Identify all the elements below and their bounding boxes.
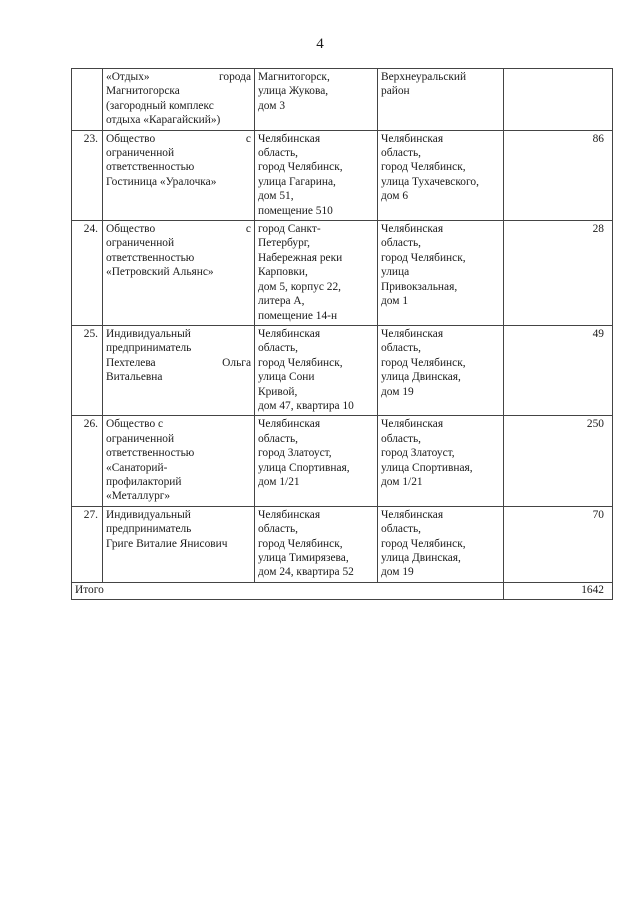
cell-line: город Челябинск, (258, 356, 343, 369)
cell-line: Общество с (106, 132, 251, 145)
cell-line: дом 19 (381, 566, 414, 579)
cell-line: город Челябинск, (258, 537, 343, 550)
cell-line: район (381, 85, 410, 98)
row-number: 26. (72, 416, 103, 506)
legal-address (255, 416, 378, 506)
cell-line: ответственностью (106, 251, 195, 264)
cell-line: город Челябинск, (381, 251, 466, 264)
cell-line: дом 1 (381, 295, 409, 308)
cell-line: улица Жукова, (258, 85, 329, 98)
cell-line: помещение 14-н (258, 309, 338, 322)
cell-line: Челябинская (381, 508, 444, 521)
quantity (504, 69, 613, 131)
actual-address (378, 416, 504, 506)
total-qty: 1642 (504, 582, 613, 599)
cell-line: город Челябинск, (381, 537, 466, 550)
actual-address (378, 130, 504, 220)
row-number: 27. (72, 506, 103, 582)
cell-line: литера А, (258, 295, 305, 308)
legal-address (255, 506, 378, 582)
cell-line: дом 19 (381, 385, 414, 398)
cell-line: ответственностью (106, 447, 195, 460)
table-row (72, 325, 613, 415)
organization-name (103, 221, 255, 326)
cell-line: город Челябинск, (381, 161, 466, 174)
cell-line: Челябинская (381, 327, 444, 340)
organization-name (103, 69, 255, 131)
cell-line: область, (258, 432, 299, 445)
table-row (72, 69, 613, 131)
cell-line: Верхнеуральский (381, 71, 467, 83)
actual-address (378, 69, 504, 131)
table-row (72, 130, 613, 220)
cell-line: Челябинская (381, 132, 444, 145)
row-number: 25. (72, 325, 103, 415)
cell-line: город Челябинск, (258, 161, 343, 174)
cell-line: ограниченной (106, 432, 175, 445)
cell-line: дом 47, квартира 10 (258, 399, 354, 412)
row-number (72, 69, 103, 131)
cell-line: улица Двинская, (381, 552, 461, 564)
cell-line: улица (381, 266, 410, 279)
cell-line: область, (381, 147, 422, 160)
cell-line: Витальевна (106, 371, 163, 384)
table-row (72, 506, 613, 582)
total-label: Итого (72, 582, 504, 599)
organization-name (103, 416, 255, 506)
cell-line: дом 1/21 (258, 475, 300, 488)
cell-line: область, (381, 523, 422, 536)
cell-line: улица Тухачевского, (381, 175, 479, 188)
cell-line: ограниченной (106, 237, 175, 250)
cell-line: улица Спортивная, (258, 461, 350, 474)
table-body (72, 69, 613, 600)
cell-line: Общество с (106, 418, 164, 431)
organization-name (103, 325, 255, 415)
quantity: 250 (504, 416, 613, 506)
cell-line: «Отдых» города (106, 71, 251, 83)
cell-line: Челябинская (381, 418, 444, 431)
cell-line: помещение 510 (258, 204, 333, 217)
cell-line: город Челябинск, (381, 356, 466, 369)
cell-line: дом 24, квартира 52 (258, 566, 354, 579)
page-number: 4 (316, 36, 324, 52)
legal-address (255, 325, 378, 415)
cell-line: область, (381, 432, 422, 445)
quantity: 49 (504, 325, 613, 415)
organization-name (103, 130, 255, 220)
cell-line: Магнитогорск, (258, 71, 330, 83)
cell-line: Челябинская (258, 508, 321, 521)
cell-line: Пехтелева Ольга (106, 356, 251, 369)
cell-line: область, (381, 342, 422, 355)
cell-line: дом 5, корпус 22, (258, 280, 341, 293)
cell-line: ограниченной (106, 147, 175, 160)
organizations-table (71, 68, 613, 600)
cell-line: предприниматель (106, 523, 192, 536)
quantity: 86 (504, 130, 613, 220)
cell-line: Петербург, (258, 237, 310, 250)
cell-line: Кривой, (258, 385, 298, 398)
cell-line: дом 3 (258, 99, 286, 112)
organization-name (103, 506, 255, 582)
cell-line: улица Гагарина, (258, 175, 336, 188)
cell-line: область, (258, 523, 299, 536)
cell-line: профилакторий (106, 475, 182, 488)
cell-line: дом 51, (258, 190, 294, 203)
quantity: 28 (504, 221, 613, 326)
cell-line: область, (258, 342, 299, 355)
cell-line: Карповки, (258, 266, 308, 279)
actual-address (378, 506, 504, 582)
cell-line: улица Двинская, (381, 371, 461, 384)
cell-line: «Петровский Альянс» (106, 266, 214, 279)
row-number: 24. (72, 221, 103, 326)
cell-line: «Санаторий- (106, 461, 168, 474)
cell-line: предприниматель (106, 342, 192, 355)
cell-line: Индивидуальный (106, 327, 191, 340)
cell-line: Челябинская (258, 418, 321, 431)
legal-address (255, 69, 378, 131)
quantity: 70 (504, 506, 613, 582)
legal-address (255, 221, 378, 326)
total-row (72, 582, 613, 599)
cell-line: «Металлург» (106, 490, 171, 503)
cell-line: область, (258, 147, 299, 160)
cell-line: Магнитогорска (106, 85, 180, 98)
table-row (72, 221, 613, 326)
row-number: 23. (72, 130, 103, 220)
cell-line: дом 1/21 (381, 475, 423, 488)
cell-line: Набережная реки (258, 251, 343, 264)
actual-address (378, 325, 504, 415)
cell-line: город Санкт- (258, 223, 321, 236)
cell-line: улица Тимирязева, (258, 552, 349, 564)
actual-address (378, 221, 504, 326)
cell-line: Челябинская (258, 132, 321, 145)
cell-line: улица Сони (258, 371, 315, 384)
cell-line: ответственностью (106, 161, 195, 174)
cell-line: отдыха «Карагайский») (106, 114, 221, 127)
cell-line: область, (381, 237, 422, 250)
legal-address (255, 130, 378, 220)
cell-line: Григе Виталие Янисович (106, 537, 228, 550)
cell-line: (загородный комплекс (106, 99, 214, 112)
table-row (72, 416, 613, 506)
cell-line: улица Спортивная, (381, 461, 473, 474)
cell-line: Гостиница «Уралочка» (106, 175, 217, 188)
cell-line: Челябинская (258, 327, 321, 340)
cell-line: Индивидуальный (106, 508, 191, 521)
cell-line: Челябинская (381, 223, 444, 236)
cell-line: Общество с (106, 223, 251, 236)
cell-line: дом 6 (381, 190, 409, 203)
cell-line: город Златоуст, (381, 447, 455, 460)
cell-line: город Златоуст, (258, 447, 332, 460)
cell-line: Привокзальная, (381, 280, 458, 293)
